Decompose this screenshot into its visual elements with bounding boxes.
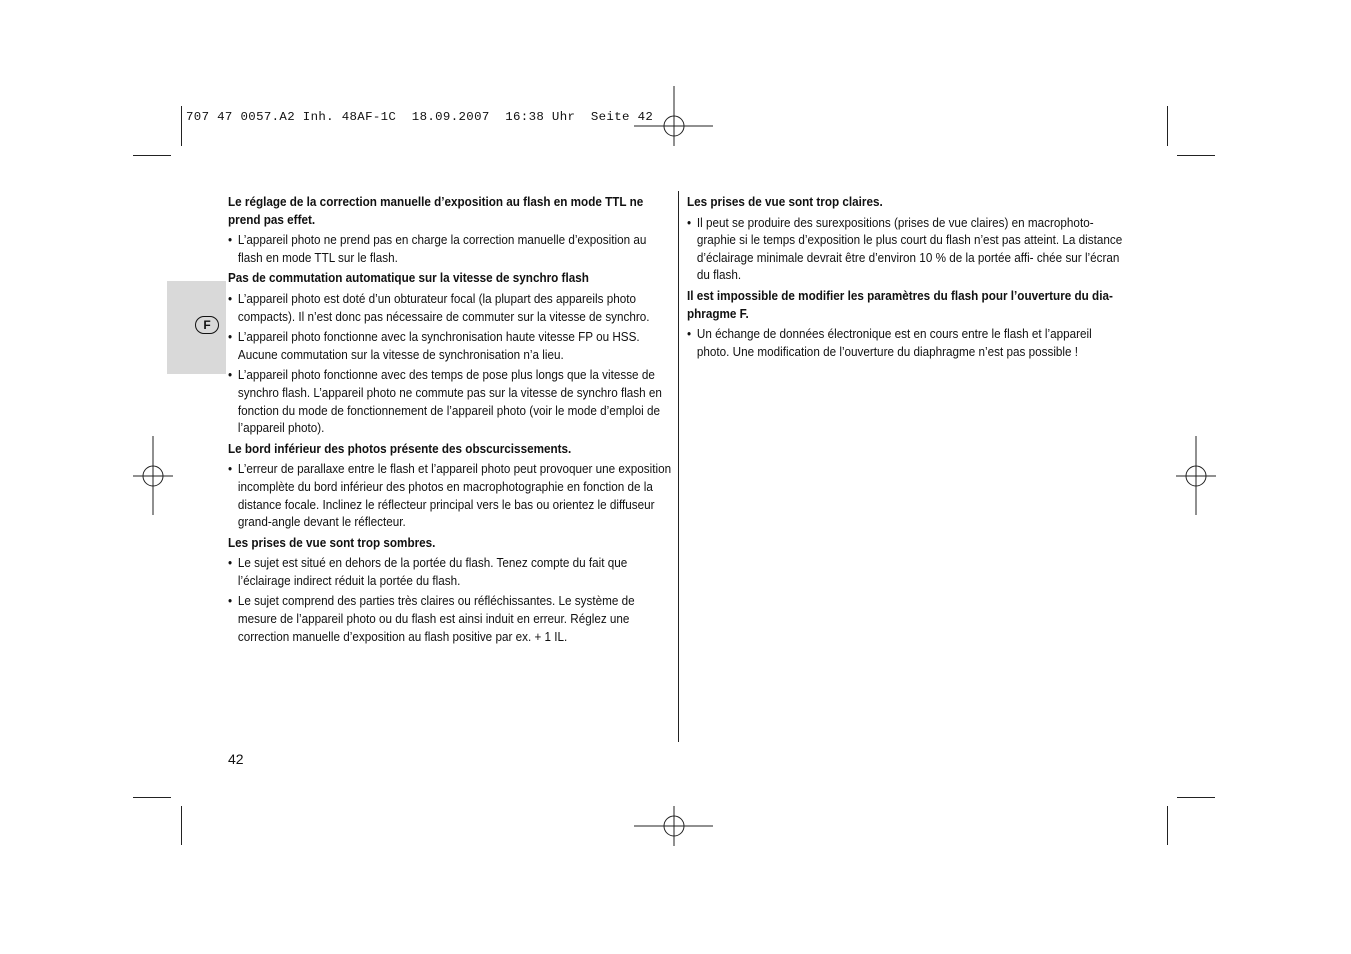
registration-mark-right [1156, 436, 1236, 516]
bullet-item: • L’erreur de parallaxe entre le flash et l’appareil photo peut provoquer une exposition incomplète du bord inférieur des photos en macrophotographie en fonction de la distance focale. Inclinez le réflecteur principal vers le bas ou orientez le diffuseur grand-angle devant le réflecteur. [228, 460, 672, 530]
crop-mark-top-right-h [1177, 155, 1215, 156]
registration-mark-left [113, 436, 193, 516]
registration-mark-bottom [634, 786, 714, 866]
section-heading: Les prises de vue sont trop claires. [687, 194, 883, 209]
bullet-item: • Le sujet est situé en dehors de la portée du flash. Tenez compte du fait que l’éclairage indirect réduit la portée du flash. [228, 554, 672, 589]
crop-mark-top-left-h [133, 155, 171, 156]
left-column [228, 193, 672, 648]
column-divider [678, 191, 679, 742]
section-heading: Le bord inférieur des photos présente des obscurcissements. [228, 440, 572, 456]
crop-mark-top-left-v [181, 106, 182, 146]
language-tab-letter: F [195, 316, 219, 334]
crop-mark-bottom-right-v [1167, 806, 1168, 845]
section-heading: Pas de commutation automatique sur la vitesse de synchro flash [228, 270, 589, 286]
bullet-item: • Il peut se produire des surexpositions (prises de vue claires) en macrophoto- graphie si le temps d’exposition le plus court du flash n’est pas atteint. La distance d’éclairage minimale devrait être d’environ 10 % de la portée affi- chée sur l’écran du flash. [687, 214, 1124, 284]
printer-slug: 707 47 0057.A2 Inh. 48AF-1C 18.09.2007 16:38 Uhr Seite 42 [186, 110, 654, 124]
crop-mark-bottom-left-v [181, 806, 182, 845]
registration-mark-top [634, 86, 714, 166]
bullet-item: • Le sujet comprend des parties très claires ou réfléchissantes. Le système de mesure de l’appareil photo ou du flash est ainsi induit en erreur. Réglez une correction manuelle d’exposition au flash positive par ex. + 1 IL. [228, 592, 672, 645]
page-number: 42 [228, 751, 244, 767]
crop-mark-top-right-v [1167, 106, 1168, 146]
right-column [687, 193, 1124, 363]
section-heading: Les prises de vue sont trop sombres. [228, 534, 436, 550]
bullet-item: • L’appareil photo ne prend pas en charge la correction manuelle d’exposition au flash en mode TTL sur le flash. [228, 231, 672, 266]
crop-mark-bottom-left-h [133, 797, 171, 798]
bullet-item: • L’appareil photo fonctionne avec la synchronisation haute vitesse FP ou HSS. Aucune commutation sur la vitesse de synchronisation n’a lieu. [228, 328, 672, 363]
bullet-item: • L’appareil photo est doté d’un obturateur focal (la plupart des appareils photo compacts). Il n’est donc pas nécessaire de commuter sur la vitesse de synchro. [228, 290, 672, 325]
section-heading: Le réglage de la correction manuelle d’exposition au flash en mode TTL ne prend pas effet. [228, 194, 644, 227]
crop-mark-bottom-right-h [1177, 797, 1215, 798]
bullet-item: • Un échange de données électronique est en cours entre le flash et l’appareil photo. Une modification de l’ouverture du diaphragme n’est pas possible ! [687, 325, 1124, 360]
section-heading: Il est impossible de modifier les paramètres du flash pour l’ouverture du dia- phragme F. [687, 287, 1113, 321]
bullet-item: • L’appareil photo fonctionne avec des temps de pose plus longs que la vitesse de synchro flash. L’appareil photo ne commute pas sur la vitesse de synchro flash en fonction du mode de fonctionnement de l’appareil photo (voir le mode d’emploi de l’appareil photo). [228, 366, 672, 436]
